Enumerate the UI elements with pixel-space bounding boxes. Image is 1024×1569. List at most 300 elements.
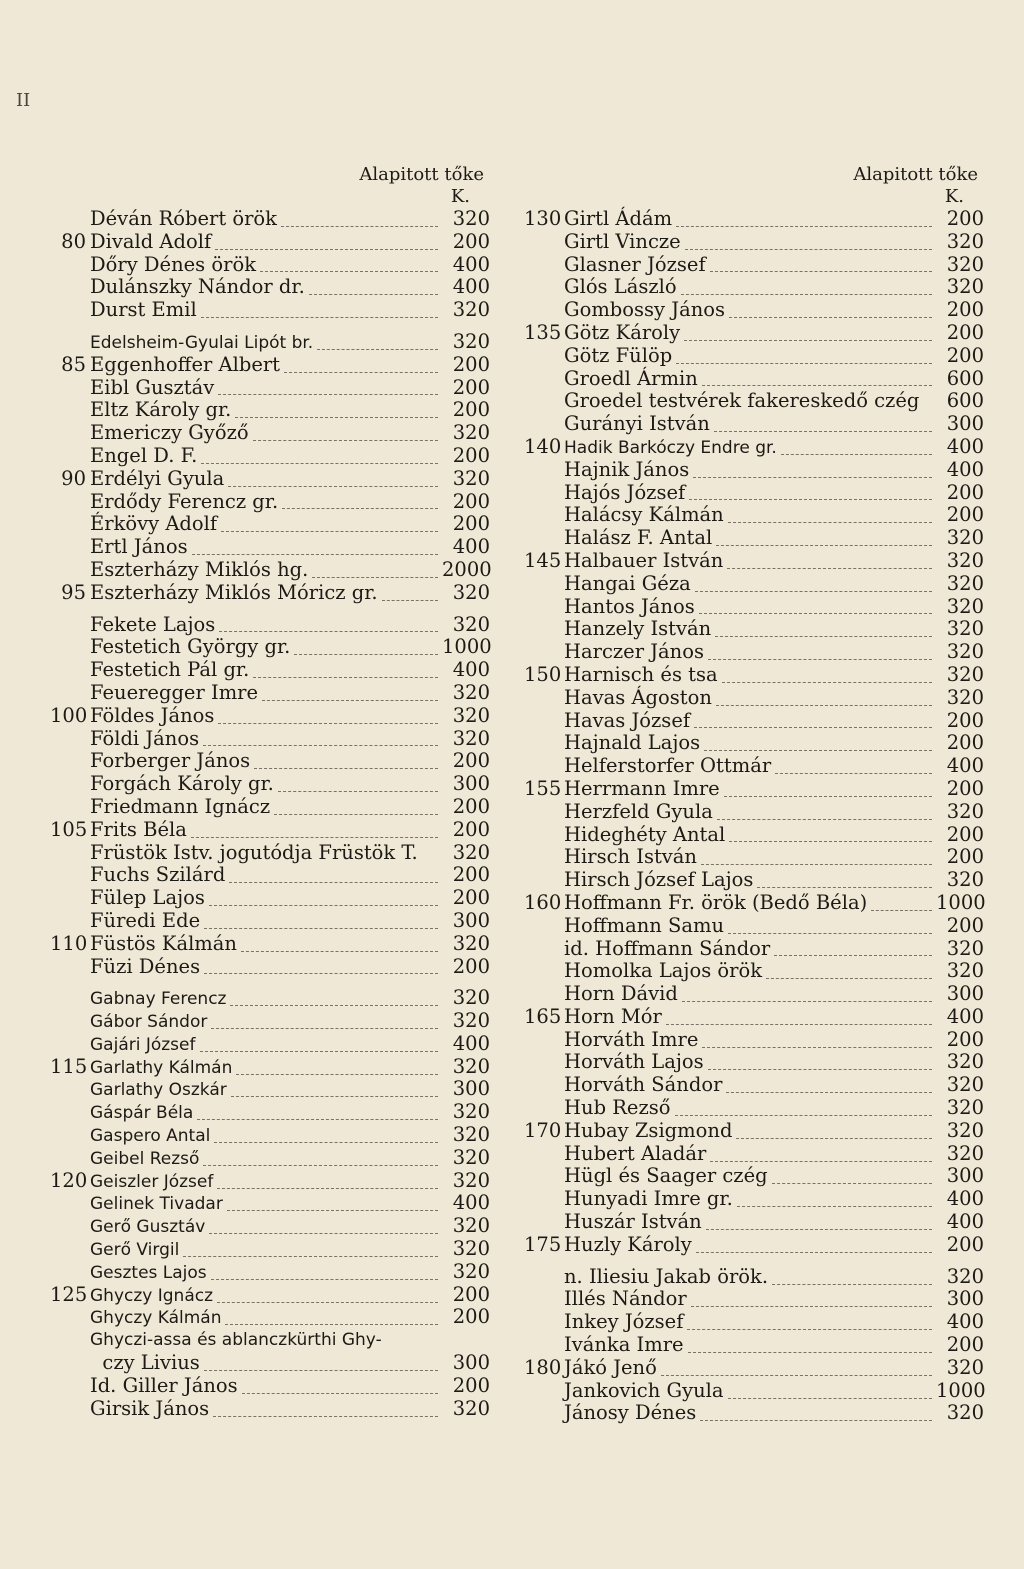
dot-leader	[231, 1082, 438, 1097]
list-item	[524, 1188, 984, 1211]
dot-leader	[708, 645, 932, 660]
entry-amount: 200	[452, 1373, 490, 1397]
list-item	[524, 1334, 984, 1357]
entry-name: Erdélyi Gyula	[90, 466, 225, 490]
entry-name: Hubay Zsigmond	[564, 1118, 733, 1142]
entry-name: Jákó Jenő	[564, 1355, 657, 1379]
entry-name: Forgách Károly gr.	[90, 772, 274, 796]
list-item	[50, 445, 490, 468]
entry-amount: 320	[946, 275, 984, 299]
list-item	[524, 732, 984, 755]
dot-leader	[254, 754, 438, 769]
list-item	[524, 1120, 984, 1143]
entry-amount: 320	[946, 868, 984, 892]
entry-name: Groedl Ármin	[564, 366, 698, 390]
entry-amount: 320	[946, 662, 984, 686]
dot-leader	[684, 326, 932, 341]
entry-amount: 400	[452, 658, 490, 682]
list-item	[50, 842, 490, 865]
entry-name: Früstök Istv. jogutódja Früstök T.	[90, 840, 418, 864]
list-item	[50, 796, 490, 819]
entry-name: Hubert Aladár	[564, 1141, 707, 1165]
list-item	[50, 377, 490, 400]
entry-amount: 400	[452, 1191, 490, 1215]
dot-leader	[204, 914, 438, 929]
entry-name: Ghyczy Kálmán	[90, 1308, 222, 1329]
entry-name: Forberger János	[90, 749, 251, 773]
entry-amount: 400	[946, 754, 984, 778]
list-item	[50, 1078, 490, 1101]
dot-leader	[201, 303, 438, 318]
list-item	[50, 1101, 490, 1124]
entry-name: Illés Nándor	[564, 1287, 687, 1311]
dot-leader	[666, 1010, 932, 1025]
list-item	[524, 1311, 984, 1334]
entry-list	[524, 208, 984, 1425]
entry-amount: 200	[452, 229, 490, 253]
dot-leader	[382, 586, 438, 601]
entry-name: Erdődy Ferencz gr.	[90, 489, 279, 513]
list-item	[50, 636, 490, 659]
entry-amount: 200	[452, 443, 490, 467]
dot-leader	[242, 1379, 438, 1394]
entry-amount: 200	[946, 480, 984, 504]
dot-leader	[701, 850, 932, 865]
entry-amount: 320	[452, 726, 490, 750]
dot-leader	[219, 617, 438, 632]
entry-name: Horváth Imre	[564, 1027, 699, 1051]
dot-leader	[211, 1014, 438, 1029]
dot-leader	[702, 371, 932, 386]
dot-leader	[183, 1242, 438, 1257]
entry-number: 125	[50, 1282, 88, 1306]
dot-leader	[228, 472, 438, 487]
entry-name: Horváth Sándor	[564, 1073, 723, 1097]
entry-number: 120	[50, 1168, 88, 1192]
list-item	[50, 231, 490, 254]
dot-leader	[716, 691, 932, 706]
dot-leader	[217, 1174, 438, 1189]
entry-amount: 200	[452, 863, 490, 887]
list-item	[524, 596, 984, 619]
left-column	[50, 164, 490, 1420]
dot-leader	[781, 440, 932, 455]
dot-leader	[211, 1265, 438, 1280]
dot-leader	[766, 964, 932, 979]
entry-amount: 600	[946, 366, 984, 390]
dot-leader	[204, 1356, 438, 1371]
dot-leader	[772, 1169, 932, 1184]
entry-name: Festetich Pál gr.	[90, 658, 250, 682]
entry-name: Götz Károly	[564, 320, 681, 344]
entry-amount: 300	[452, 1351, 490, 1375]
dot-leader	[230, 991, 438, 1006]
entry-name: Füredi Ede	[90, 908, 201, 932]
entry-name: Hajnald Lajos	[564, 731, 701, 755]
list-item	[524, 618, 984, 641]
entry-amount: 1000	[442, 635, 492, 659]
entry-name: Homolka Lajos örök	[564, 959, 763, 983]
dot-leader	[204, 959, 438, 974]
list-item	[524, 846, 984, 869]
list-item	[524, 208, 984, 231]
list-item	[50, 536, 490, 559]
dot-leader	[282, 494, 438, 509]
entry-amount: 320	[946, 252, 984, 276]
entry-amount: 200	[946, 1333, 984, 1357]
entry-amount: 320	[946, 594, 984, 618]
dot-leader	[736, 1124, 932, 1139]
entry-name: Hajós József	[564, 480, 686, 504]
entry-amount: 200	[452, 375, 490, 399]
entry-amount: 320	[452, 1054, 490, 1078]
dot-leader	[236, 1060, 438, 1075]
entry-amount: 400	[452, 535, 490, 559]
entry-name: Horn Dávid	[564, 982, 678, 1006]
entry-amount: 320	[452, 612, 490, 636]
dot-leader	[702, 1033, 932, 1048]
list-item	[50, 887, 490, 910]
entry-name: Eibl Gusztáv	[90, 375, 215, 399]
entry-name: Halász F. Antal	[564, 526, 713, 550]
list-item	[50, 1147, 490, 1170]
dot-leader	[274, 800, 438, 815]
list-item	[50, 1192, 490, 1215]
entry-amount: 320	[452, 329, 490, 353]
entry-name: Feueregger Imre	[90, 680, 259, 704]
entry-amount: 200	[452, 512, 490, 536]
list-item	[524, 482, 984, 505]
entry-amount: 320	[452, 986, 490, 1010]
entry-amount: 320	[946, 526, 984, 550]
entry-amount: 300	[452, 772, 490, 796]
entry-number: 85	[61, 352, 86, 376]
dot-leader	[688, 1338, 932, 1353]
entry-number: 180	[524, 1355, 562, 1379]
dot-leader	[689, 485, 932, 500]
entry-name: Durst Emil	[90, 298, 197, 322]
list-item	[50, 582, 490, 605]
dot-leader	[241, 937, 438, 952]
entry-amount: 1000	[936, 1378, 986, 1402]
dot-leader	[278, 777, 438, 792]
entry-name: id. Hoffmann Sándor	[564, 936, 771, 960]
entry-number: 80	[61, 229, 86, 253]
dot-leader	[775, 759, 932, 774]
list-item	[524, 1143, 984, 1166]
dot-leader	[309, 280, 438, 295]
entry-name: Huszár István	[564, 1210, 702, 1234]
entry-amount: 320	[946, 617, 984, 641]
entry-name: Gelinek Tivadar	[90, 1194, 223, 1215]
entry-amount: 300	[946, 1164, 984, 1188]
entry-name: Földes János	[90, 703, 215, 727]
dot-leader	[213, 1402, 438, 1417]
entry-name: Id. Giller János	[90, 1373, 238, 1397]
entry-name: Herzfeld Gyula	[564, 799, 713, 823]
list-item	[524, 254, 984, 277]
list-item	[50, 614, 490, 637]
list-item	[524, 231, 984, 254]
entry-name: Eszterházy Miklós Móricz gr.	[90, 580, 378, 604]
entry-name: Déván Róbert örök	[90, 207, 277, 230]
entry-name: Frits Béla	[90, 817, 187, 841]
entry-name: Hub Rezső	[564, 1096, 671, 1120]
list-item	[50, 1329, 490, 1352]
dot-leader	[704, 736, 932, 751]
entry-name: Jankovich Gyula	[564, 1378, 724, 1402]
entry-name: Friedmann Ignácz	[90, 794, 271, 818]
entry-name: Fekete Lajos	[90, 612, 216, 636]
column-header-unit: K.	[450, 186, 470, 207]
entry-amount: 320	[452, 421, 490, 445]
list-item	[524, 1029, 984, 1052]
list-item	[524, 413, 984, 436]
column-header	[524, 164, 984, 208]
list-item	[524, 915, 984, 938]
entry-amount: 1000	[936, 890, 986, 914]
list-item	[524, 573, 984, 596]
column-header-title: Alapitott tőke	[853, 164, 978, 185]
entry-name: Ghyczi-assa és ablanczkürthi Ghy-	[90, 1330, 382, 1351]
column-header	[50, 164, 490, 208]
dot-leader	[710, 1147, 932, 1162]
list-item	[524, 390, 984, 413]
dot-leader	[728, 1384, 932, 1399]
dot-leader	[699, 599, 932, 614]
dot-leader	[681, 280, 932, 295]
dot-leader	[209, 891, 438, 906]
dot-leader	[262, 686, 438, 701]
dot-leader	[253, 663, 438, 678]
entry-number: 95	[61, 580, 86, 604]
entry-amount: 200	[946, 845, 984, 869]
entry-name: Érkövy Adolf	[90, 512, 218, 536]
entry-name: Huzly Károly	[564, 1232, 692, 1256]
dot-leader	[201, 449, 438, 464]
dot-leader	[218, 709, 438, 724]
dot-leader	[728, 508, 932, 523]
list-item	[50, 682, 490, 705]
entry-name: Gerő Gusztáv	[90, 1217, 206, 1238]
entry-name: Földi János	[90, 726, 200, 750]
list-item	[524, 983, 984, 1006]
dot-leader	[200, 1037, 439, 1052]
list-item	[524, 755, 984, 778]
list-item	[50, 728, 490, 751]
entry-name: Dőry Dénes örök	[90, 252, 257, 276]
list-item	[524, 504, 984, 527]
entry-name: Harczer János	[564, 640, 704, 664]
dot-leader	[675, 1101, 933, 1116]
list-item	[50, 705, 490, 728]
entry-amount: 320	[452, 1168, 490, 1192]
entry-name: Girtl Ádám	[564, 207, 673, 230]
dot-leader	[218, 380, 438, 395]
dot-leader	[294, 640, 438, 655]
entry-amount: 200	[946, 503, 984, 527]
list-item	[50, 399, 490, 422]
dot-leader	[215, 235, 438, 250]
entry-amount: 320	[946, 571, 984, 595]
list-item	[524, 1074, 984, 1097]
list-item	[50, 864, 490, 887]
dot-leader	[217, 1288, 438, 1303]
entry-amount: 400	[452, 252, 490, 276]
entry-amount: 320	[946, 1050, 984, 1074]
dot-leader	[253, 426, 438, 441]
list-item	[524, 276, 984, 299]
list-item	[524, 1380, 984, 1403]
list-item	[50, 468, 490, 491]
list-item	[50, 773, 490, 796]
list-item	[50, 1306, 490, 1329]
entry-name: Gombossy János	[564, 298, 726, 322]
entry-amount: 200	[946, 343, 984, 367]
entry-name: Halbauer István	[564, 548, 724, 572]
entry-name: Hanzely István	[564, 617, 712, 641]
right-column	[524, 164, 984, 1425]
dot-leader	[229, 868, 438, 883]
entry-name: Füzi Dénes	[90, 954, 201, 978]
list-item	[524, 938, 984, 961]
entry-name: Hantos János	[564, 594, 695, 618]
dot-leader	[694, 713, 932, 728]
entry-list	[50, 208, 490, 1420]
list-item	[524, 1211, 984, 1234]
entry-name: Glasner József	[564, 252, 706, 276]
entry-number: 105	[50, 817, 88, 841]
entry-amount: 600	[946, 389, 984, 413]
entry-amount: 320	[946, 959, 984, 983]
dot-leader	[708, 1055, 932, 1070]
entry-amount: 320	[452, 580, 490, 604]
list-item	[50, 1261, 490, 1284]
entry-number: 135	[524, 320, 562, 344]
dot-leader	[317, 335, 438, 350]
entry-amount: 320	[452, 703, 490, 727]
entry-number: 130	[524, 207, 562, 230]
entry-name: Hoffmann Samu	[564, 913, 725, 937]
dot-leader	[722, 668, 932, 683]
entry-name: Gajári József	[90, 1034, 196, 1055]
entry-amount: 320	[946, 548, 984, 572]
list-item	[524, 1234, 984, 1257]
entry-amount: 320	[452, 298, 490, 322]
entry-amount: 200	[452, 352, 490, 376]
list-item	[524, 1006, 984, 1029]
entry-amount: 200	[946, 776, 984, 800]
list-item	[50, 910, 490, 933]
entry-amount: 200	[452, 817, 490, 841]
dot-leader	[710, 257, 932, 272]
entry-name: Dulánszky Nándor dr.	[90, 275, 305, 299]
entry-name: Emericzy Győző	[90, 421, 249, 445]
entry-name: Festetich György gr.	[90, 635, 291, 659]
page-number: II	[16, 90, 31, 111]
list-item	[50, 513, 490, 536]
entry-amount: 200	[452, 794, 490, 818]
entry-amount: 320	[452, 1214, 490, 1238]
dot-leader	[685, 235, 932, 250]
dot-leader	[737, 1192, 932, 1207]
dot-leader	[191, 823, 438, 838]
list-item	[524, 687, 984, 710]
dot-leader	[192, 540, 438, 555]
entry-amount: 200	[452, 1282, 490, 1306]
entry-name: Hügl és Saager czég	[564, 1164, 768, 1188]
entry-amount: 200	[946, 822, 984, 846]
entry-amount: 320	[452, 1145, 490, 1169]
entry-name: Geibel Rezső	[90, 1148, 200, 1169]
dot-leader	[661, 1361, 932, 1376]
list-item	[524, 1288, 984, 1311]
entry-amount: 200	[946, 708, 984, 732]
entry-name: Girsik János	[90, 1396, 210, 1420]
entry-name: Engel D. F.	[90, 443, 198, 467]
list-item	[524, 322, 984, 345]
dot-leader	[757, 873, 932, 888]
entry-number: 100	[50, 703, 88, 727]
entry-amount: 320	[452, 1123, 490, 1147]
list-item	[50, 1398, 490, 1421]
entry-name: Hajnik János	[564, 457, 690, 481]
entry-amount: 2000	[442, 557, 492, 581]
dot-leader	[693, 463, 932, 478]
list-item	[50, 208, 490, 231]
entry-name: Hadik Barkóczy Endre gr.	[564, 437, 777, 458]
entry-amount: 200	[452, 1305, 490, 1329]
entry-number: 170	[524, 1118, 562, 1142]
entry-name: Ghyczy Ignácz	[90, 1285, 214, 1306]
dot-leader	[727, 554, 932, 569]
dot-leader	[386, 1334, 438, 1348]
entry-amount: 200	[452, 398, 490, 422]
entry-amount: 200	[452, 886, 490, 910]
entry-amount: 300	[946, 1287, 984, 1311]
entry-number: 115	[50, 1054, 88, 1078]
dot-leader	[422, 846, 438, 860]
entry-number: 175	[524, 1232, 562, 1256]
list-item	[50, 254, 490, 277]
list-item	[50, 956, 490, 979]
entry-name: Eggenhoffer Albert	[90, 352, 281, 376]
list-item	[50, 276, 490, 299]
entry-name: Eltz Károly gr.	[90, 398, 232, 422]
entry-amount: 200	[946, 913, 984, 937]
entry-amount: 400	[946, 1004, 984, 1028]
entry-name: Gaspero Antal	[90, 1126, 211, 1147]
column-header-unit: K.	[944, 186, 964, 207]
entry-number: 165	[524, 1004, 562, 1028]
entry-amount: 320	[946, 640, 984, 664]
entry-number: 160	[524, 890, 562, 914]
list-item	[524, 345, 984, 368]
entry-name: Geiszler József	[90, 1171, 214, 1192]
entry-number: 155	[524, 776, 562, 800]
list-item	[524, 459, 984, 482]
dot-leader	[717, 805, 932, 820]
entry-amount: 300	[452, 908, 490, 932]
entry-name: Gurányi István	[564, 412, 710, 436]
list-item	[50, 422, 490, 445]
dot-leader	[716, 531, 932, 546]
list-item	[50, 1124, 490, 1147]
list-item	[50, 1056, 490, 1079]
list-item	[50, 559, 490, 582]
dot-leader	[696, 1238, 932, 1253]
entry-name: Garlathy Oszkár	[90, 1080, 227, 1101]
